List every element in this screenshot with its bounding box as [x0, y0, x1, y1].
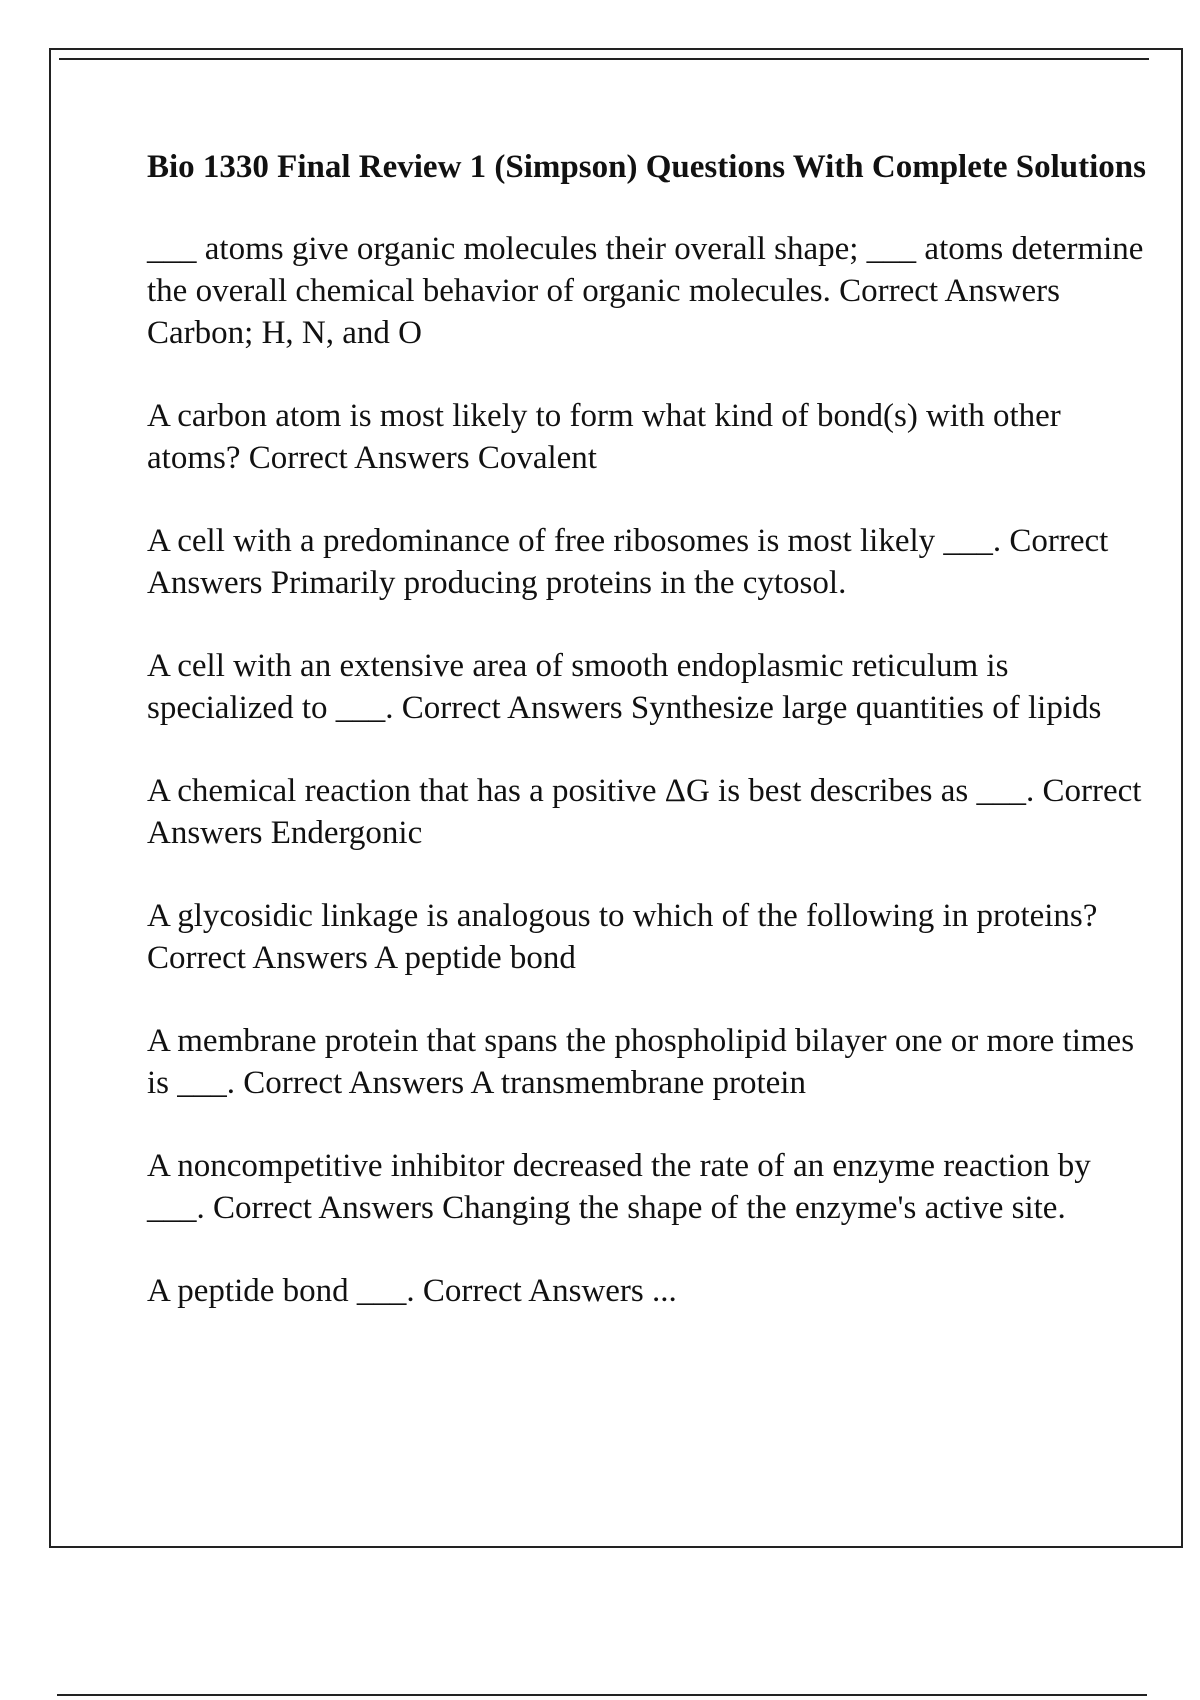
qa-item-2: A carbon atom is most likely to form what kind of bond(s) with other atoms? Correct Answers Covalent: [147, 398, 1061, 476]
document-body: [147, 146, 1147, 1353]
document-title: Bio 1330 Final Review 1 (Simpson) Questions With Complete Solutions: [147, 149, 1146, 185]
qa-item-4: A cell with an extensive area of smooth endoplasmic reticulum is specialized to ___. Correct Answers Synthesize large quantities of lipids: [147, 648, 1102, 726]
qa-item-6: A glycosidic linkage is analogous to which of the following in proteins? Correct Answers A peptide bond: [147, 898, 1098, 976]
qa-item-3: A cell with a predominance of free ribosomes is most likely ___. Correct Answers Primarily producing proteins in the cytosol.: [147, 523, 1109, 601]
bottom-rule: [57, 1694, 1147, 1696]
qa-item-5: A chemical reaction that has a positive ΔG is best describes as ___. Correct Answers Endergonic: [147, 773, 1142, 851]
top-rule: [59, 58, 1149, 60]
page-frame: [49, 48, 1183, 1548]
qa-item-7: A membrane protein that spans the phospholipid bilayer one or more times is ___. Correct Answers A transmembrane protein: [147, 1023, 1135, 1101]
qa-item-9: A peptide bond ___. Correct Answers ...: [147, 1273, 677, 1309]
qa-item-1: ___ atoms give organic molecules their overall shape; ___ atoms determine the overall chemical behavior of organic molecules. Correct Answers Carbon; H, N, and O: [147, 231, 1144, 351]
qa-item-8: A noncompetitive inhibitor decreased the rate of an enzyme reaction by ___. Correct Answers Changing the shape of the enzyme's active site.: [147, 1148, 1091, 1226]
